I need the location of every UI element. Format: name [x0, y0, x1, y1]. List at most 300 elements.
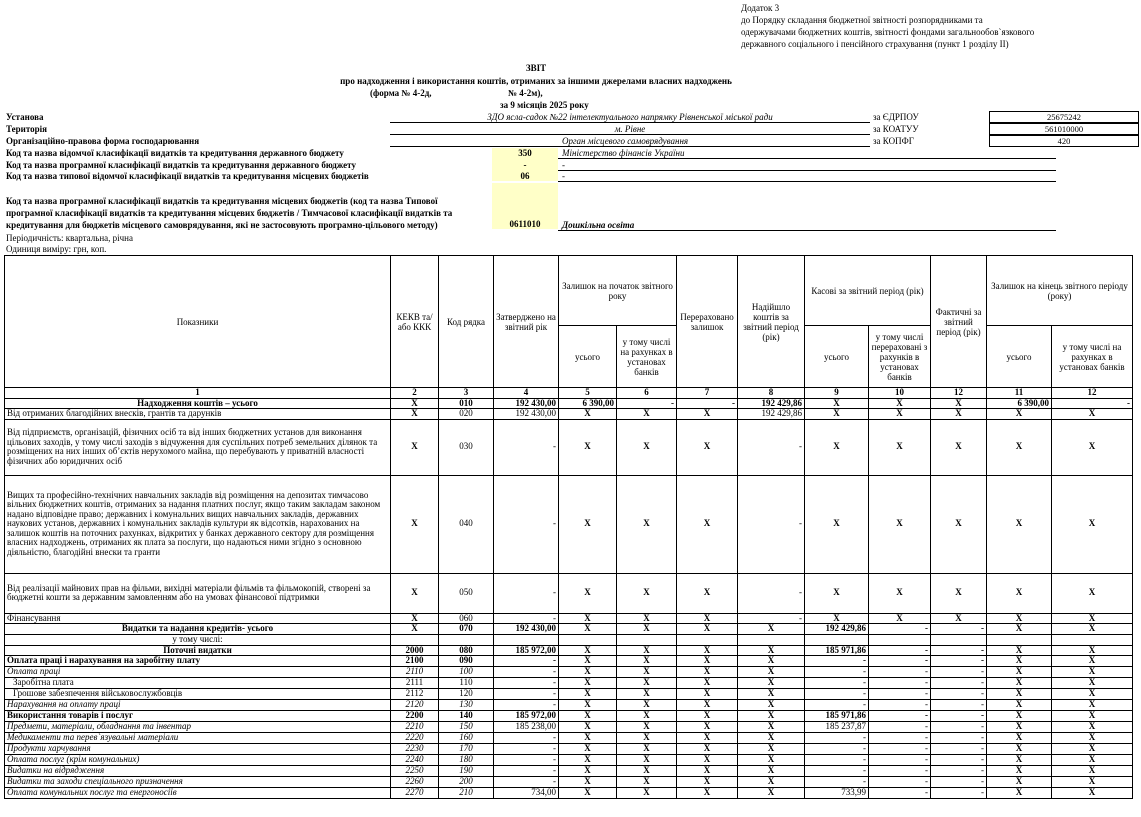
- row-cell: X: [559, 419, 617, 475]
- row-cell: X: [987, 667, 1052, 678]
- row-cell: -: [869, 766, 931, 777]
- row-cell: X: [738, 788, 805, 799]
- row-cell: X: [559, 733, 617, 744]
- row-cell: 192 429,86: [738, 398, 805, 409]
- row-cell: -: [869, 678, 931, 689]
- row-indicator-name: Використання товарів і послуг: [5, 711, 391, 722]
- row-cell: 733,99: [805, 788, 869, 799]
- row-cell: -: [805, 777, 869, 788]
- row-cell: -: [494, 656, 559, 667]
- row-indicator-name: Оплата послуг (крім комунальних): [5, 755, 391, 766]
- header-kekv: КЕКВ та/або ККК: [391, 256, 439, 388]
- row-cell: X: [617, 689, 677, 700]
- row-cell: -: [869, 689, 931, 700]
- row-cell: -: [494, 667, 559, 678]
- column-number: 10: [869, 388, 931, 399]
- table-row: [5, 573, 1133, 613]
- row-cell: [559, 635, 617, 646]
- row-cell: 070: [439, 624, 494, 635]
- column-number: 3: [439, 388, 494, 399]
- row-cell: -: [869, 733, 931, 744]
- column-number: 6: [617, 388, 677, 399]
- row-cell: X: [391, 409, 439, 420]
- addendum-line-3: одержувачами бюджетних коштів, звітності фондами загальнообов`язкового: [741, 27, 1035, 37]
- row-cell: 2120: [391, 700, 439, 711]
- row-cell: -: [869, 667, 931, 678]
- row-cell: 210: [439, 788, 494, 799]
- column-number: 2: [391, 388, 439, 399]
- row-cell: -: [805, 656, 869, 667]
- row-cell: X: [1052, 744, 1133, 755]
- column-number: 4: [494, 388, 559, 399]
- row-cell: X: [931, 419, 987, 475]
- row-cell: -: [931, 766, 987, 777]
- table-row: [5, 656, 1133, 667]
- institution-value: ЗДО ясла-садок №22 інтелектуального напрямку Рівненської міської ради: [487, 112, 773, 122]
- column-number: 9: [805, 388, 869, 399]
- table-row: [5, 700, 1133, 711]
- row-cell: -: [931, 667, 987, 678]
- addendum-line-1: Додаток 3: [741, 3, 780, 13]
- row-cell: X: [987, 613, 1052, 624]
- report-table: [4, 255, 1133, 799]
- table-row: [5, 635, 1133, 646]
- row-cell: 150: [439, 722, 494, 733]
- addendum-line-2: до Порядку складання бюджетної звітності розпорядниками та: [741, 15, 983, 25]
- row-cell: X: [738, 624, 805, 635]
- row-cell: X: [617, 613, 677, 624]
- row-cell: X: [869, 573, 931, 613]
- row-indicator-name: Предмети, матеріали, обладнання та інвентар: [5, 722, 391, 733]
- row-cell: X: [1052, 689, 1133, 700]
- row-cell: X: [738, 766, 805, 777]
- table-row: [5, 678, 1133, 689]
- row-cell: -: [494, 700, 559, 711]
- table-row: [5, 744, 1133, 755]
- row-cell: X: [677, 573, 738, 613]
- table-row: [5, 667, 1133, 678]
- row-cell: -: [805, 700, 869, 711]
- row-cell: X: [677, 678, 738, 689]
- row-cell: 2110: [391, 667, 439, 678]
- report-subtitle: про надходження і використання коштів, отриманих за іншими джерелами власних надходжень: [340, 76, 732, 86]
- kopfg-label: за КОПФГ: [873, 136, 914, 146]
- row-cell: -: [869, 656, 931, 667]
- row-cell: X: [559, 711, 617, 722]
- local-class-label-1: Код та назва програмної класифікації видатків та кредитування місцевих бюджетів (код та назва Типової: [6, 196, 438, 206]
- row-cell: X: [677, 722, 738, 733]
- row-cell: X: [987, 711, 1052, 722]
- local-class-label-2: програмної класифікації видатків та кредитування місцевих бюджетів / Тимчасової класифікації видатків та: [6, 208, 453, 218]
- table-row: [5, 409, 1133, 420]
- row-cell: X: [617, 777, 677, 788]
- table-row: [5, 755, 1133, 766]
- row-cell: 192 429,86: [738, 409, 805, 420]
- row-indicator-name: Оплата праці і нарахування на заробітну плату: [5, 656, 391, 667]
- table-row: [5, 711, 1133, 722]
- row-cell: X: [987, 766, 1052, 777]
- header-row-code: Код рядка: [439, 256, 494, 388]
- row-cell: X: [1052, 766, 1133, 777]
- row-cell: -: [494, 573, 559, 613]
- typ-class-label: Код та назва типової відомчої класифікації видатків та кредитування місцевих бюджетів: [6, 171, 369, 181]
- row-cell: 192 429,86: [805, 624, 869, 635]
- row-cell: X: [738, 711, 805, 722]
- row-cell: X: [559, 573, 617, 613]
- row-cell: X: [559, 409, 617, 420]
- header-approved: Затверджено на звітний рік: [494, 256, 559, 388]
- table-row: [5, 398, 1133, 409]
- header-end-balance: Залишок на кінець звітного періоду (року): [987, 256, 1133, 326]
- row-cell: X: [869, 475, 931, 573]
- row-cell: X: [931, 573, 987, 613]
- row-cell: X: [559, 667, 617, 678]
- row-cell: X: [617, 419, 677, 475]
- row-cell: [1052, 635, 1133, 646]
- row-cell: 2111: [391, 678, 439, 689]
- row-cell: X: [869, 613, 931, 624]
- row-cell: -: [738, 475, 805, 573]
- row-cell: 2270: [391, 788, 439, 799]
- row-cell: X: [987, 744, 1052, 755]
- row-cell: 185 971,86: [805, 711, 869, 722]
- row-cell: X: [617, 678, 677, 689]
- row-cell: X: [559, 788, 617, 799]
- row-cell: X: [559, 645, 617, 656]
- row-cell: X: [738, 744, 805, 755]
- header-indicators: Показники: [5, 256, 391, 388]
- row-cell: 6 390,00: [987, 398, 1052, 409]
- row-cell: X: [738, 733, 805, 744]
- table-row: [5, 733, 1133, 744]
- row-cell: X: [805, 398, 869, 409]
- row-cell: -: [931, 711, 987, 722]
- row-indicator-name: Надходження коштів – усього: [5, 398, 391, 409]
- row-cell: 030: [439, 419, 494, 475]
- row-cell: X: [987, 409, 1052, 420]
- row-cell: X: [987, 624, 1052, 635]
- row-cell: X: [391, 613, 439, 624]
- row-cell: -: [931, 689, 987, 700]
- row-indicator-name: Фінансування: [5, 613, 391, 624]
- row-indicator-name: Від реалізації майнових прав на фільми, вихідні матеріали фільмів та фільмокопій, створені за бюджетні кошти за державним замовленням або на умовах фінансової підтримки: [5, 573, 391, 613]
- row-cell: -: [869, 624, 931, 635]
- row-cell: X: [617, 475, 677, 573]
- row-cell: -: [869, 722, 931, 733]
- row-cell: 200: [439, 777, 494, 788]
- row-cell: X: [677, 475, 738, 573]
- row-indicator-name: Нарахування на оплату праці: [5, 700, 391, 711]
- row-cell: X: [738, 645, 805, 656]
- typ-class-underline: [558, 181, 1056, 182]
- row-cell: X: [738, 678, 805, 689]
- dept-class-code: 350: [518, 148, 532, 158]
- row-cell: X: [805, 613, 869, 624]
- report-title: ЗВІТ: [525, 63, 547, 73]
- row-cell: [677, 635, 738, 646]
- row-cell: 192 430,00: [494, 409, 559, 420]
- row-cell: X: [677, 409, 738, 420]
- row-cell: -: [494, 777, 559, 788]
- local-class-underline: [558, 230, 1056, 231]
- row-cell: X: [617, 744, 677, 755]
- row-cell: [738, 635, 805, 646]
- row-cell: X: [617, 624, 677, 635]
- row-cell: -: [805, 755, 869, 766]
- row-cell: X: [617, 645, 677, 656]
- row-cell: X: [559, 755, 617, 766]
- row-cell: -: [869, 744, 931, 755]
- row-cell: 185 237,87: [805, 722, 869, 733]
- row-cell: X: [987, 733, 1052, 744]
- prog-class-label: Код та назва програмної класифікації видатків та кредитування державного бюджету: [6, 160, 356, 170]
- row-cell: -: [738, 573, 805, 613]
- row-cell: -: [677, 398, 738, 409]
- row-cell: 2250: [391, 766, 439, 777]
- row-cell: X: [617, 755, 677, 766]
- row-cell: X: [677, 419, 738, 475]
- row-cell: -: [494, 678, 559, 689]
- row-cell: 120: [439, 689, 494, 700]
- row-cell: -: [494, 766, 559, 777]
- addendum-line-4: державного соціального і пенсійного страхування (пункт 1 розділу II): [741, 39, 1009, 49]
- row-cell: [494, 635, 559, 646]
- row-cell: -: [931, 755, 987, 766]
- row-cell: X: [869, 398, 931, 409]
- row-cell: X: [1052, 711, 1133, 722]
- row-cell: X: [987, 722, 1052, 733]
- row-cell: -: [494, 744, 559, 755]
- territory-label: Територія: [6, 124, 48, 134]
- row-cell: 192 430,00: [494, 398, 559, 409]
- row-cell: 140: [439, 711, 494, 722]
- column-number: 12: [1052, 388, 1133, 399]
- row-cell: [805, 635, 869, 646]
- row-indicator-name: Оплата комунальних послуг та енергоносіїв: [5, 788, 391, 799]
- row-cell: -: [869, 700, 931, 711]
- row-cell: -: [805, 766, 869, 777]
- koatuu-value: 561010000: [989, 123, 1139, 135]
- header-start-incl-banks: у тому числі на рахунках в установах банків: [617, 326, 677, 388]
- row-cell: X: [559, 700, 617, 711]
- territory-underline: [390, 134, 870, 135]
- unit-of-measure: Одиниця виміру: грн, коп.: [6, 244, 107, 254]
- row-cell: X: [559, 777, 617, 788]
- local-class-value: Дошкільна освіта: [562, 220, 635, 230]
- row-cell: -: [931, 656, 987, 667]
- row-cell: X: [677, 667, 738, 678]
- row-indicator-name: Видатки та надання кредитів- усього: [5, 624, 391, 635]
- row-cell: X: [987, 475, 1052, 573]
- row-cell: X: [1052, 656, 1133, 667]
- header-start-balance: Залишок на початок звітного року: [559, 256, 677, 326]
- row-cell: 2220: [391, 733, 439, 744]
- row-cell: 010: [439, 398, 494, 409]
- row-cell: X: [617, 656, 677, 667]
- row-cell: 734,00: [494, 788, 559, 799]
- row-cell: X: [559, 766, 617, 777]
- row-cell: X: [987, 755, 1052, 766]
- row-cell: X: [1052, 777, 1133, 788]
- row-cell: X: [391, 624, 439, 635]
- row-cell: X: [677, 645, 738, 656]
- row-cell: X: [677, 755, 738, 766]
- row-indicator-name: Видатки на відрядження: [5, 766, 391, 777]
- row-cell: -: [931, 788, 987, 799]
- row-cell: 060: [439, 613, 494, 624]
- row-cell: X: [738, 656, 805, 667]
- row-cell: X: [677, 777, 738, 788]
- row-cell: X: [1052, 573, 1133, 613]
- header-cash: Касові за звітний період (рік): [805, 256, 931, 326]
- row-cell: X: [987, 656, 1052, 667]
- institution-label: Установа: [6, 112, 44, 122]
- row-cell: 192 430,00: [494, 624, 559, 635]
- table-row: [5, 419, 1133, 475]
- row-cell: -: [869, 645, 931, 656]
- row-cell: 180: [439, 755, 494, 766]
- row-cell: X: [617, 766, 677, 777]
- row-cell: X: [677, 624, 738, 635]
- row-cell: X: [1052, 733, 1133, 744]
- row-cell: X: [617, 409, 677, 420]
- row-cell: 2000: [391, 645, 439, 656]
- row-cell: X: [1052, 409, 1133, 420]
- form-number-right: № 4-2м),: [508, 88, 543, 98]
- row-cell: -: [805, 744, 869, 755]
- row-indicator-name: Заробітна плата: [5, 678, 391, 689]
- table-row: [5, 766, 1133, 777]
- row-cell: X: [738, 755, 805, 766]
- header-end-total: усього: [987, 326, 1052, 388]
- row-cell: X: [805, 419, 869, 475]
- institution-underline: [390, 122, 870, 123]
- dept-class-label: Код та назва відомчої класифікації видатків та кредитування державного бюджету: [6, 148, 344, 158]
- row-cell: -: [805, 689, 869, 700]
- row-indicator-name: Видатки та заходи спеціального призначення: [5, 777, 391, 788]
- row-cell: X: [559, 475, 617, 573]
- row-cell: 2112: [391, 689, 439, 700]
- row-cell: 2200: [391, 711, 439, 722]
- row-cell: -: [931, 700, 987, 711]
- row-cell: X: [1052, 624, 1133, 635]
- legal-form-label: Організаційно-правова форма господарювання: [6, 136, 200, 146]
- header-start-total: усього: [559, 326, 617, 388]
- row-indicator-name: Продукти харчування: [5, 744, 391, 755]
- table-row: [5, 645, 1133, 656]
- row-cell: X: [738, 700, 805, 711]
- row-cell: -: [494, 755, 559, 766]
- row-cell: X: [677, 689, 738, 700]
- row-cell: 020: [439, 409, 494, 420]
- row-cell: 090: [439, 656, 494, 667]
- typ-class-code: 06: [520, 171, 530, 181]
- row-cell: X: [738, 667, 805, 678]
- prog-class-code: -: [523, 160, 527, 170]
- row-cell: X: [869, 409, 931, 420]
- row-cell: X: [987, 788, 1052, 799]
- row-cell: 185 972,00: [494, 645, 559, 656]
- row-cell: X: [987, 573, 1052, 613]
- column-number: 8: [738, 388, 805, 399]
- row-cell: X: [1052, 645, 1133, 656]
- column-number: 7: [677, 388, 738, 399]
- table-row: [5, 777, 1133, 788]
- row-cell: -: [738, 419, 805, 475]
- row-cell: X: [391, 573, 439, 613]
- row-cell: X: [1052, 722, 1133, 733]
- local-class-label-3: кредитування для бюджетів місцевого самоврядування, які не застосовують програмно-цільового методу): [6, 220, 438, 230]
- row-cell: 2100: [391, 656, 439, 667]
- form-number-left: (форма № 4-2д,: [370, 88, 432, 98]
- row-cell: X: [987, 645, 1052, 656]
- row-cell: -: [931, 678, 987, 689]
- row-cell: X: [677, 700, 738, 711]
- dept-class-value: Міністерство фінансів України: [562, 148, 685, 158]
- row-cell: -: [805, 678, 869, 689]
- table-row: [5, 624, 1133, 635]
- row-cell: 080: [439, 645, 494, 656]
- row-cell: X: [805, 573, 869, 613]
- row-cell: -: [931, 744, 987, 755]
- table-row: [5, 475, 1133, 573]
- row-cell: -: [617, 398, 677, 409]
- row-cell: X: [738, 722, 805, 733]
- row-cell: X: [987, 777, 1052, 788]
- prog-class-underline: [558, 170, 1056, 171]
- row-cell: -: [869, 777, 931, 788]
- periodicity: Періодичність: квартальна, річна: [6, 233, 133, 243]
- row-cell: X: [677, 613, 738, 624]
- header-end-incl-banks: у тому числі на рахунках в установах банків: [1052, 326, 1133, 388]
- row-cell: -: [869, 788, 931, 799]
- header-received: Надійшло коштів за звітний період (рік): [738, 256, 805, 388]
- row-cell: 2260: [391, 777, 439, 788]
- row-cell: 170: [439, 744, 494, 755]
- row-cell: -: [869, 755, 931, 766]
- row-cell: -: [494, 689, 559, 700]
- row-cell: X: [805, 409, 869, 420]
- row-cell: X: [617, 722, 677, 733]
- table-row: [5, 788, 1133, 799]
- row-cell: 050: [439, 573, 494, 613]
- row-cell: -: [931, 624, 987, 635]
- row-cell: X: [987, 419, 1052, 475]
- row-cell: X: [677, 766, 738, 777]
- typ-class-value: -: [562, 171, 565, 181]
- row-cell: -: [805, 667, 869, 678]
- row-cell: X: [869, 419, 931, 475]
- koatuu-label: за КОАТУУ: [873, 124, 919, 134]
- row-cell: X: [617, 700, 677, 711]
- row-indicator-name: у тому числі:: [5, 635, 391, 646]
- row-cell: -: [931, 733, 987, 744]
- row-cell: X: [931, 409, 987, 420]
- row-cell: X: [1052, 755, 1133, 766]
- row-cell: [617, 635, 677, 646]
- row-cell: [987, 635, 1052, 646]
- edrpou-label: за ЄДРПОУ: [873, 112, 919, 122]
- row-indicator-name: Медикаменти та перев`язувальні матеріали: [5, 733, 391, 744]
- column-number: 11: [987, 388, 1052, 399]
- row-cell: X: [559, 656, 617, 667]
- row-cell: X: [931, 475, 987, 573]
- row-cell: X: [559, 744, 617, 755]
- dept-class-underline: [558, 158, 1056, 159]
- header-cash-total: усього: [805, 326, 869, 388]
- row-indicator-name: Грошове забезпечення військовослужбовців: [5, 689, 391, 700]
- row-cell: X: [677, 733, 738, 744]
